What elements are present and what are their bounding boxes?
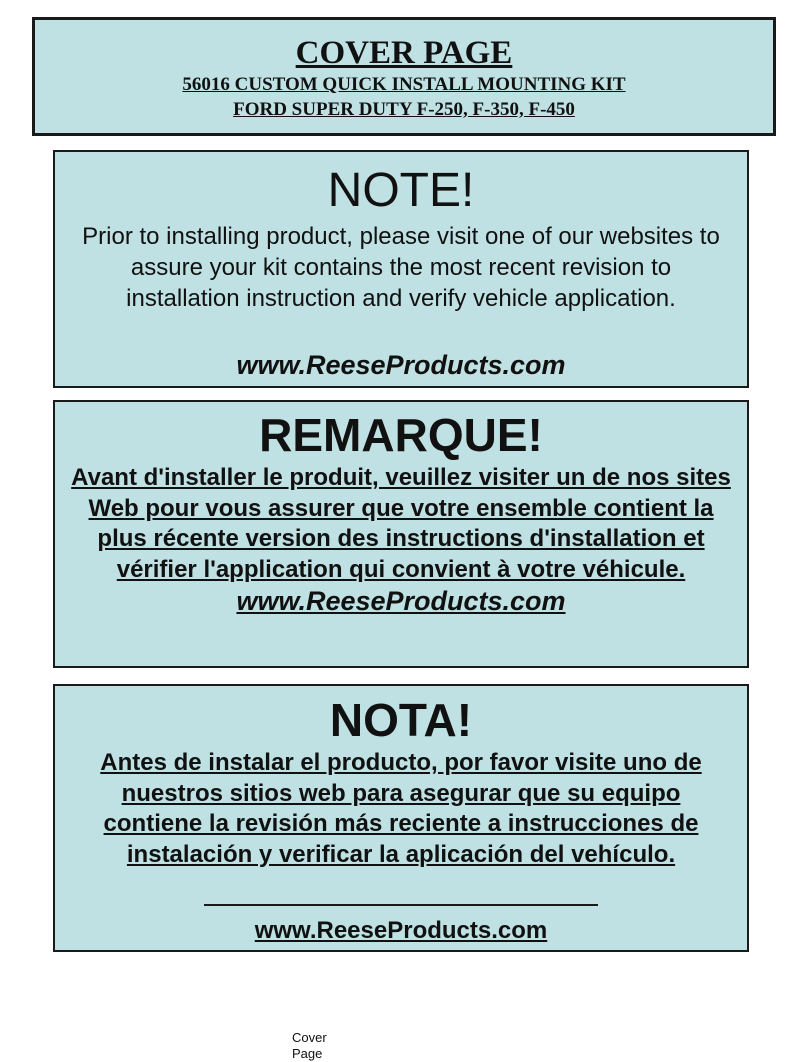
note-website-link[interactable]: www.ReeseProducts.com: [236, 350, 566, 380]
cover-page-header: [32, 17, 776, 136]
note-heading: NOTE!: [327, 164, 475, 217]
remarque-website-link[interactable]: www.ReeseProducts.com: [236, 586, 566, 616]
nota-website-link[interactable]: www.ReeseProducts.com: [254, 917, 548, 944]
divider-line: [204, 904, 598, 906]
cover-title: COVER PAGE: [295, 35, 513, 71]
remarque-heading: REMARQUE!: [259, 409, 543, 461]
note-english-panel: [53, 150, 749, 388]
note-body: Prior to installing product, please visit one of our websites to assure your kit contains the most recent revision to installation instruction and verify vehicle application.: [82, 223, 720, 312]
page-footer-label: Cover Page: [292, 1030, 327, 1061]
nota-heading: NOTA!: [329, 694, 473, 746]
kit-name: 56016 CUSTOM QUICK INSTALL MOUNTING KIT: [182, 74, 626, 95]
remarque-body: Avant d'installer le produit, veuillez visiter un de nos sites Web pour vous assurer que votre ensemble contient la plus récente version des instructions d'installation et vérifier l'application qui convient à votre véhicule.: [71, 464, 731, 583]
note-spanish-panel: [53, 684, 749, 952]
note-french-panel: [53, 400, 749, 668]
vehicle-application: FORD SUPER DUTY F-250, F-350, F-450: [233, 99, 575, 120]
nota-body: Antes de instalar el producto, por favor visite uno de nuestros sitios web para asegurar que su equipo contiene la revisión más reciente a instrucciones de instalación y verificar la aplicación del vehículo.: [100, 749, 702, 868]
